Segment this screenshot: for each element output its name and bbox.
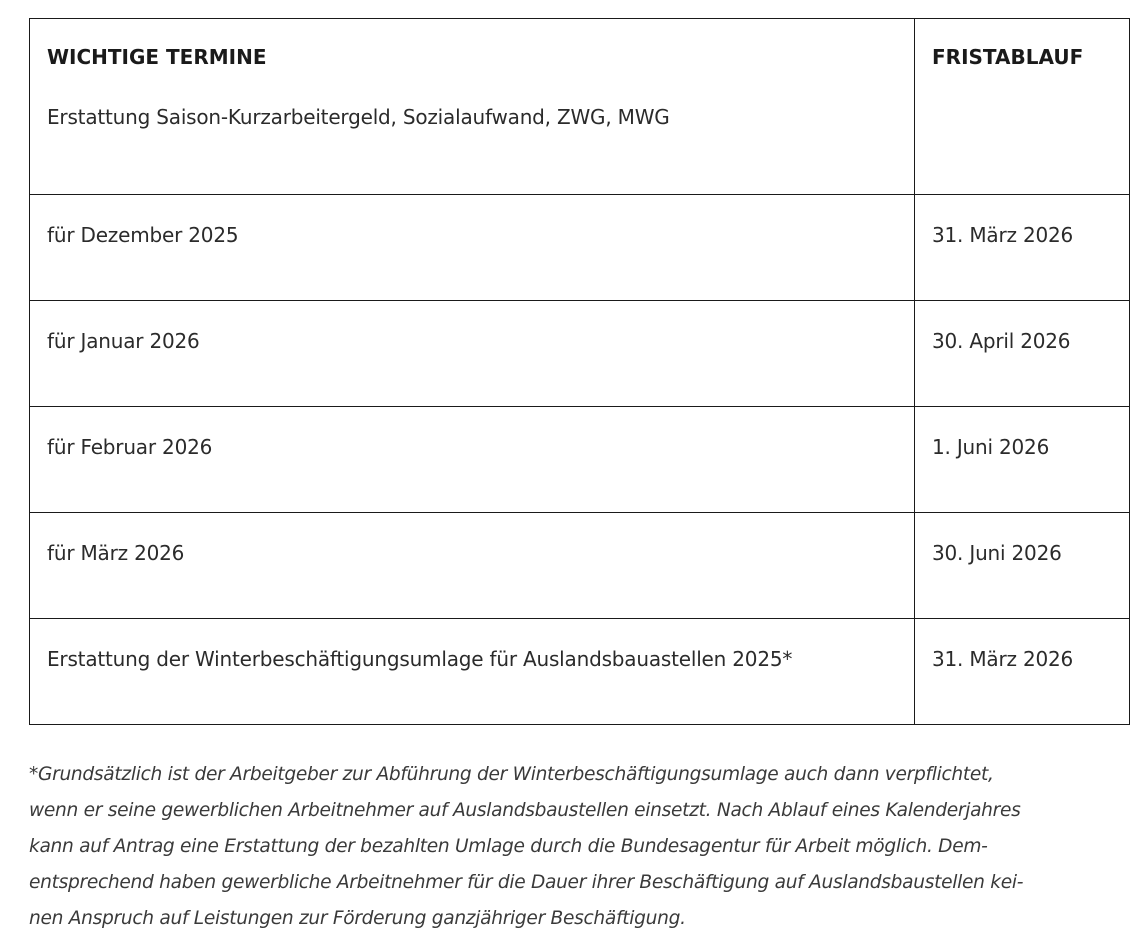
content-area [29,18,1129,937]
row-label-cell [30,513,915,619]
row-label-cell [30,407,915,513]
row-label: Erstattung der Winterbeschäftigungsumlage für Auslandsbauastellen 2025* [47,647,793,671]
row-deadline: 1. Juni 2026 [932,435,1050,459]
row-label: für Dezember 2025 [47,223,239,247]
table-row [30,619,1130,725]
row-deadline-cell [915,513,1130,619]
row-label: für Januar 2026 [47,329,200,353]
table-header-row [30,19,1130,195]
row-deadline-cell [915,619,1130,725]
row-deadline: 31. März 2026 [932,647,1074,671]
table-title: WICHTIGE TERMINE [47,45,267,69]
row-label: für Februar 2026 [47,435,213,459]
footnote-line: kann auf Antrag eine Erstattung der bezahlten Umlage durch die Bundesagentur für Arbeit möglich. Dem- [29,836,988,857]
footnote [29,757,1129,937]
row-label-cell [30,301,915,407]
deadlines-table [29,18,1130,725]
row-deadline: 30. April 2026 [932,329,1071,353]
row-deadline: 30. Juni 2026 [932,541,1062,565]
row-label-cell [30,195,915,301]
row-label: für März 2026 [47,541,185,565]
table-row [30,195,1130,301]
footnote-line: wenn er seine gewerblichen Arbeitnehmer auf Auslandsbaustellen einsetzt. Nach Ablauf eines Kalenderjahres [29,800,1021,821]
footnote-line: nen Anspruch auf Leistungen zur Förderung ganzjähriger Beschäftigung. [29,908,686,929]
table-row [30,513,1130,619]
footnote-line: *Grundsätzlich ist der Arbeitgeber zur Abführung der Winterbeschäftigungsumlage auch dann verpflichtet, [29,764,994,785]
row-label-cell [30,619,915,725]
table-row [30,407,1130,513]
footnote-line: entsprechend haben gewerbliche Arbeitnehmer für die Dauer ihrer Beschäftigung auf Auslandsbaustellen kei- [29,872,1024,893]
header-cell-termine [30,19,915,195]
row-deadline-cell [915,407,1130,513]
deadline-column-heading: FRISTABLAUF [932,45,1084,69]
row-deadline-cell [915,195,1130,301]
row-deadline: 31. März 2026 [932,223,1074,247]
table-row [30,301,1130,407]
row-deadline-cell [915,301,1130,407]
table-subtitle: Erstattung Saison-Kurzarbeitergeld, Sozialaufwand, ZWG, MWG [47,105,670,129]
header-cell-fristablauf [915,19,1130,195]
